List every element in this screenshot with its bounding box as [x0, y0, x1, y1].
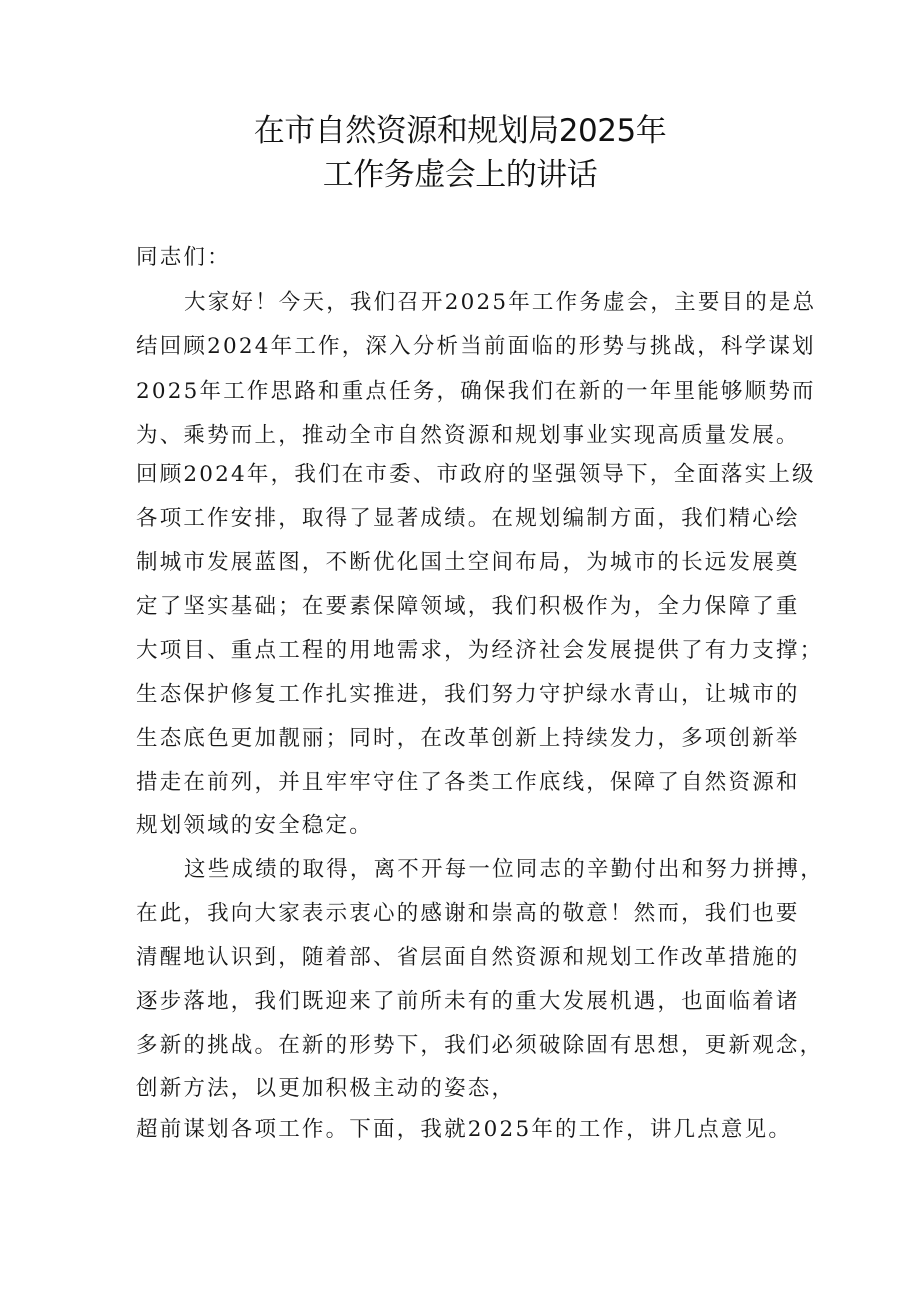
- body-line-5: 回顾2024年，我们在市委、市政府的坚强领导下，全面落实上级: [136, 462, 816, 487]
- body-line-10: 生态保护修复工作扎实推进，我们努力守护绿水青山，让城市的: [136, 682, 800, 707]
- body-line-2: 结回顾2024年工作，深入分析当前面临的形势与挑战，科学谋划: [136, 334, 816, 359]
- body-line-14: 这些成绩的取得，离不开每一位同志的辛勤付出和努力拼搏，: [184, 857, 824, 882]
- body-line-9: 大项目、重点工程的用地需求，为经济社会发展提供了有力支撑；: [136, 638, 824, 663]
- body-line-11: 生态底色更加靓丽；同时，在改革创新上持续发力，多项创新举: [136, 726, 800, 751]
- body-line-6: 各项工作安排，取得了显著成绩。在规划编制方面，我们精心绘: [136, 506, 800, 531]
- body-line-16: 清醒地认识到，随着部、省层面自然资源和规划工作改革措施的: [136, 945, 800, 970]
- body-line-20: 超前谋划各项工作。下面，我就2025年的工作，讲几点意见。: [136, 1117, 793, 1142]
- salutation: 同志们：: [136, 245, 231, 270]
- body-line-3: 2025年工作思路和重点任务，确保我们在新的一年里能够顺势而: [136, 379, 816, 404]
- body-line-12: 措走在前列，并且牢牢守住了各类工作底线，保障了自然资源和: [136, 770, 800, 795]
- body-line-17: 逐步落地，我们既迎来了前所未有的重大发展机遇，也面临着诸: [136, 989, 800, 1014]
- body-line-15: 在此，我向大家表示衷心的感谢和崇高的敬意！然而，我们也要: [136, 901, 800, 926]
- document-title-line-2: 工作务虚会上的讲话: [322, 157, 598, 193]
- body-line-4: 为、乘势而上，推动全市自然资源和规划事业实现高质量发展。: [136, 423, 800, 448]
- body-line-8: 定了坚实基础；在要素保障领域，我们积极作为，全力保障了重: [136, 594, 800, 619]
- body-line-19: 创新方法，以更加积极主动的姿态，: [136, 1076, 516, 1101]
- body-line-1: 大家好！今天，我们召开2025年工作务虚会，主要目的是总: [184, 290, 817, 315]
- body-line-7: 制城市发展蓝图，不断优化国土空间布局，为城市的长远发展奠: [136, 550, 800, 575]
- body-line-18: 多新的挑战。在新的形势下，我们必须破除固有思想，更新观念，: [136, 1033, 824, 1058]
- document-title-line-1: 在市自然资源和规划局2025年: [253, 113, 667, 149]
- body-line-13: 规划领域的安全稳定。: [136, 813, 374, 838]
